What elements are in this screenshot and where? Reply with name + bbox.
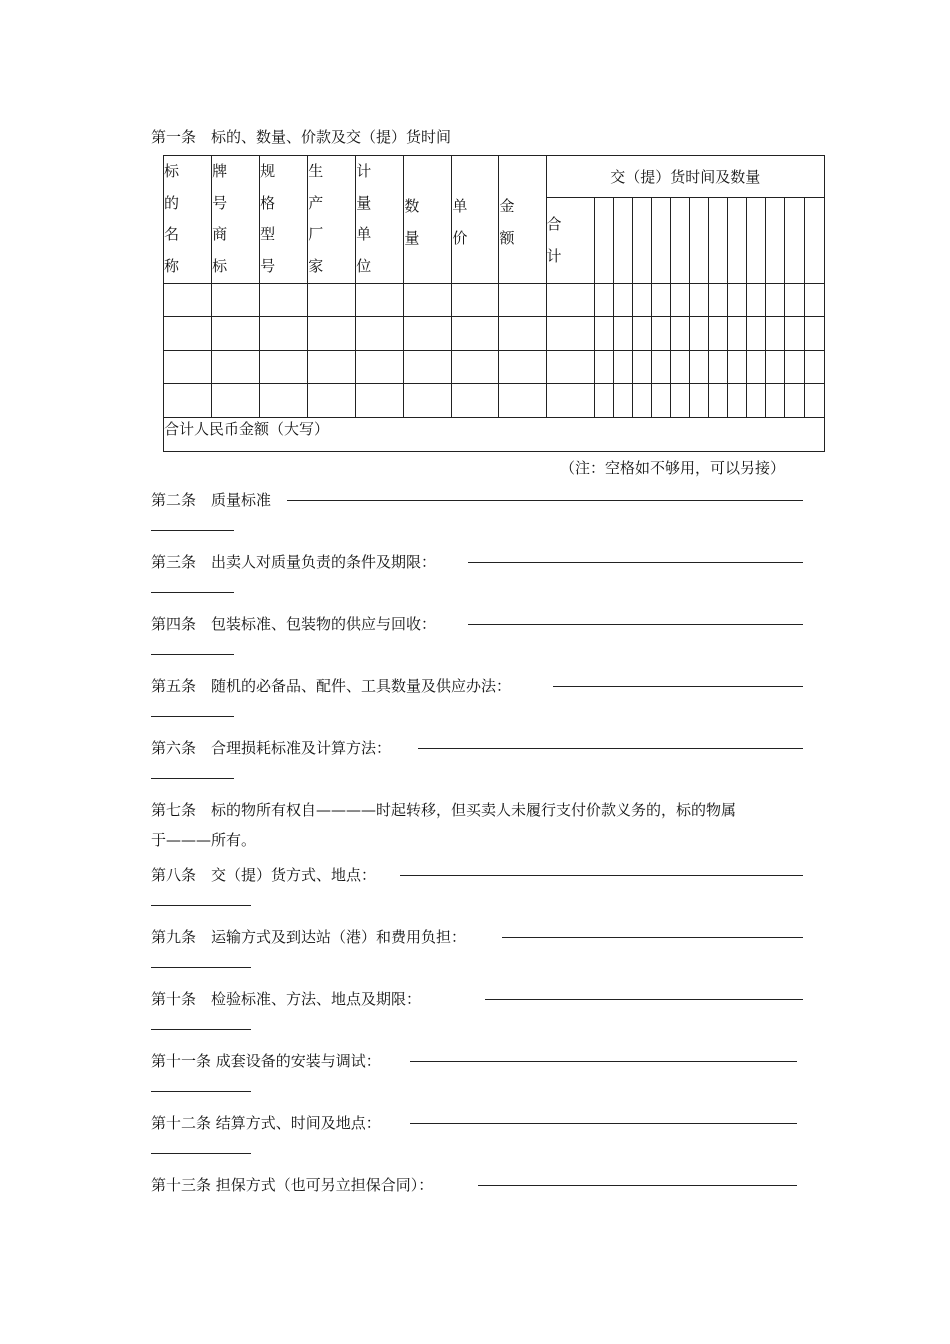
article-2: 第二条 质量标准	[151, 491, 272, 509]
article-1-heading: 第一条 标的、数量、价款及交（提）货时间	[151, 128, 452, 146]
table-row	[164, 384, 825, 418]
fill-line[interactable]	[151, 592, 234, 593]
fill-line[interactable]	[151, 778, 234, 779]
fill-line[interactable]	[151, 716, 234, 717]
article-12: 第十二条 结算方式、时间及地点：	[151, 1114, 381, 1132]
fill-line[interactable]	[553, 686, 803, 687]
goods-table	[163, 155, 825, 452]
total-rmb-label: 合计人民币金额（大写）	[164, 418, 825, 452]
header-amount: 金 额	[499, 156, 546, 284]
article-4: 第四条 包装标准、包装物的供应与回收：	[151, 615, 437, 633]
fill-line[interactable]	[151, 1029, 251, 1030]
fill-line[interactable]	[287, 500, 803, 501]
fill-line[interactable]	[151, 967, 251, 968]
article-7-continued: 于———所有。	[151, 831, 257, 849]
header-price: 单 价	[452, 156, 499, 284]
fill-line[interactable]	[151, 1091, 251, 1092]
fill-line[interactable]	[151, 654, 234, 655]
fill-line[interactable]	[410, 1123, 797, 1124]
header-unit: 计 量 单 位	[356, 156, 404, 284]
article-7: 第七条 标的物所有权自————时起转移，但买卖人未履行支付价款义务的，标的物属	[151, 801, 737, 819]
article-6: 第六条 合理损耗标准及计算方法：	[151, 739, 392, 757]
article-13: 第十三条 担保方式（也可另立担保合同）：	[151, 1176, 434, 1194]
article-9: 第九条 运输方式及到达站（港）和费用负担：	[151, 928, 467, 946]
table-note: （注：空格如不够用，可以另接）	[560, 459, 786, 477]
fill-line[interactable]	[468, 624, 803, 625]
article-3: 第三条 出卖人对质量负责的条件及期限：	[151, 553, 437, 571]
table-row	[164, 284, 825, 317]
article-10: 第十条 检验标准、方法、地点及期限：	[151, 990, 422, 1008]
fill-line[interactable]	[410, 1061, 797, 1062]
header-spec: 规 格 型 号	[260, 156, 308, 284]
article-8: 第八条 交（提）货方式、地点：	[151, 866, 377, 884]
fill-line[interactable]	[468, 562, 803, 563]
header-quantity: 数 量	[404, 156, 452, 284]
fill-line[interactable]	[151, 905, 251, 906]
header-delivery: 交（提）货时间及数量	[546, 156, 825, 198]
table-row	[164, 351, 825, 384]
fill-line[interactable]	[400, 875, 803, 876]
fill-line[interactable]	[151, 1153, 251, 1154]
fill-line[interactable]	[151, 530, 234, 531]
article-11: 第十一条 成套设备的安装与调试：	[151, 1052, 381, 1070]
header-brand: 牌 号 商 标	[212, 156, 260, 284]
fill-line[interactable]	[478, 1185, 797, 1186]
fill-line[interactable]	[502, 937, 803, 938]
table-row	[164, 317, 825, 351]
fill-line[interactable]	[485, 999, 803, 1000]
article-5: 第五条 随机的必备品、配件、工具数量及供应办法：	[151, 677, 512, 695]
header-subtotal: 合 计	[546, 198, 594, 284]
fill-line[interactable]	[418, 748, 803, 749]
header-name: 标 的 名 称	[164, 156, 212, 284]
header-manufacturer: 生 产 厂 家	[308, 156, 356, 284]
